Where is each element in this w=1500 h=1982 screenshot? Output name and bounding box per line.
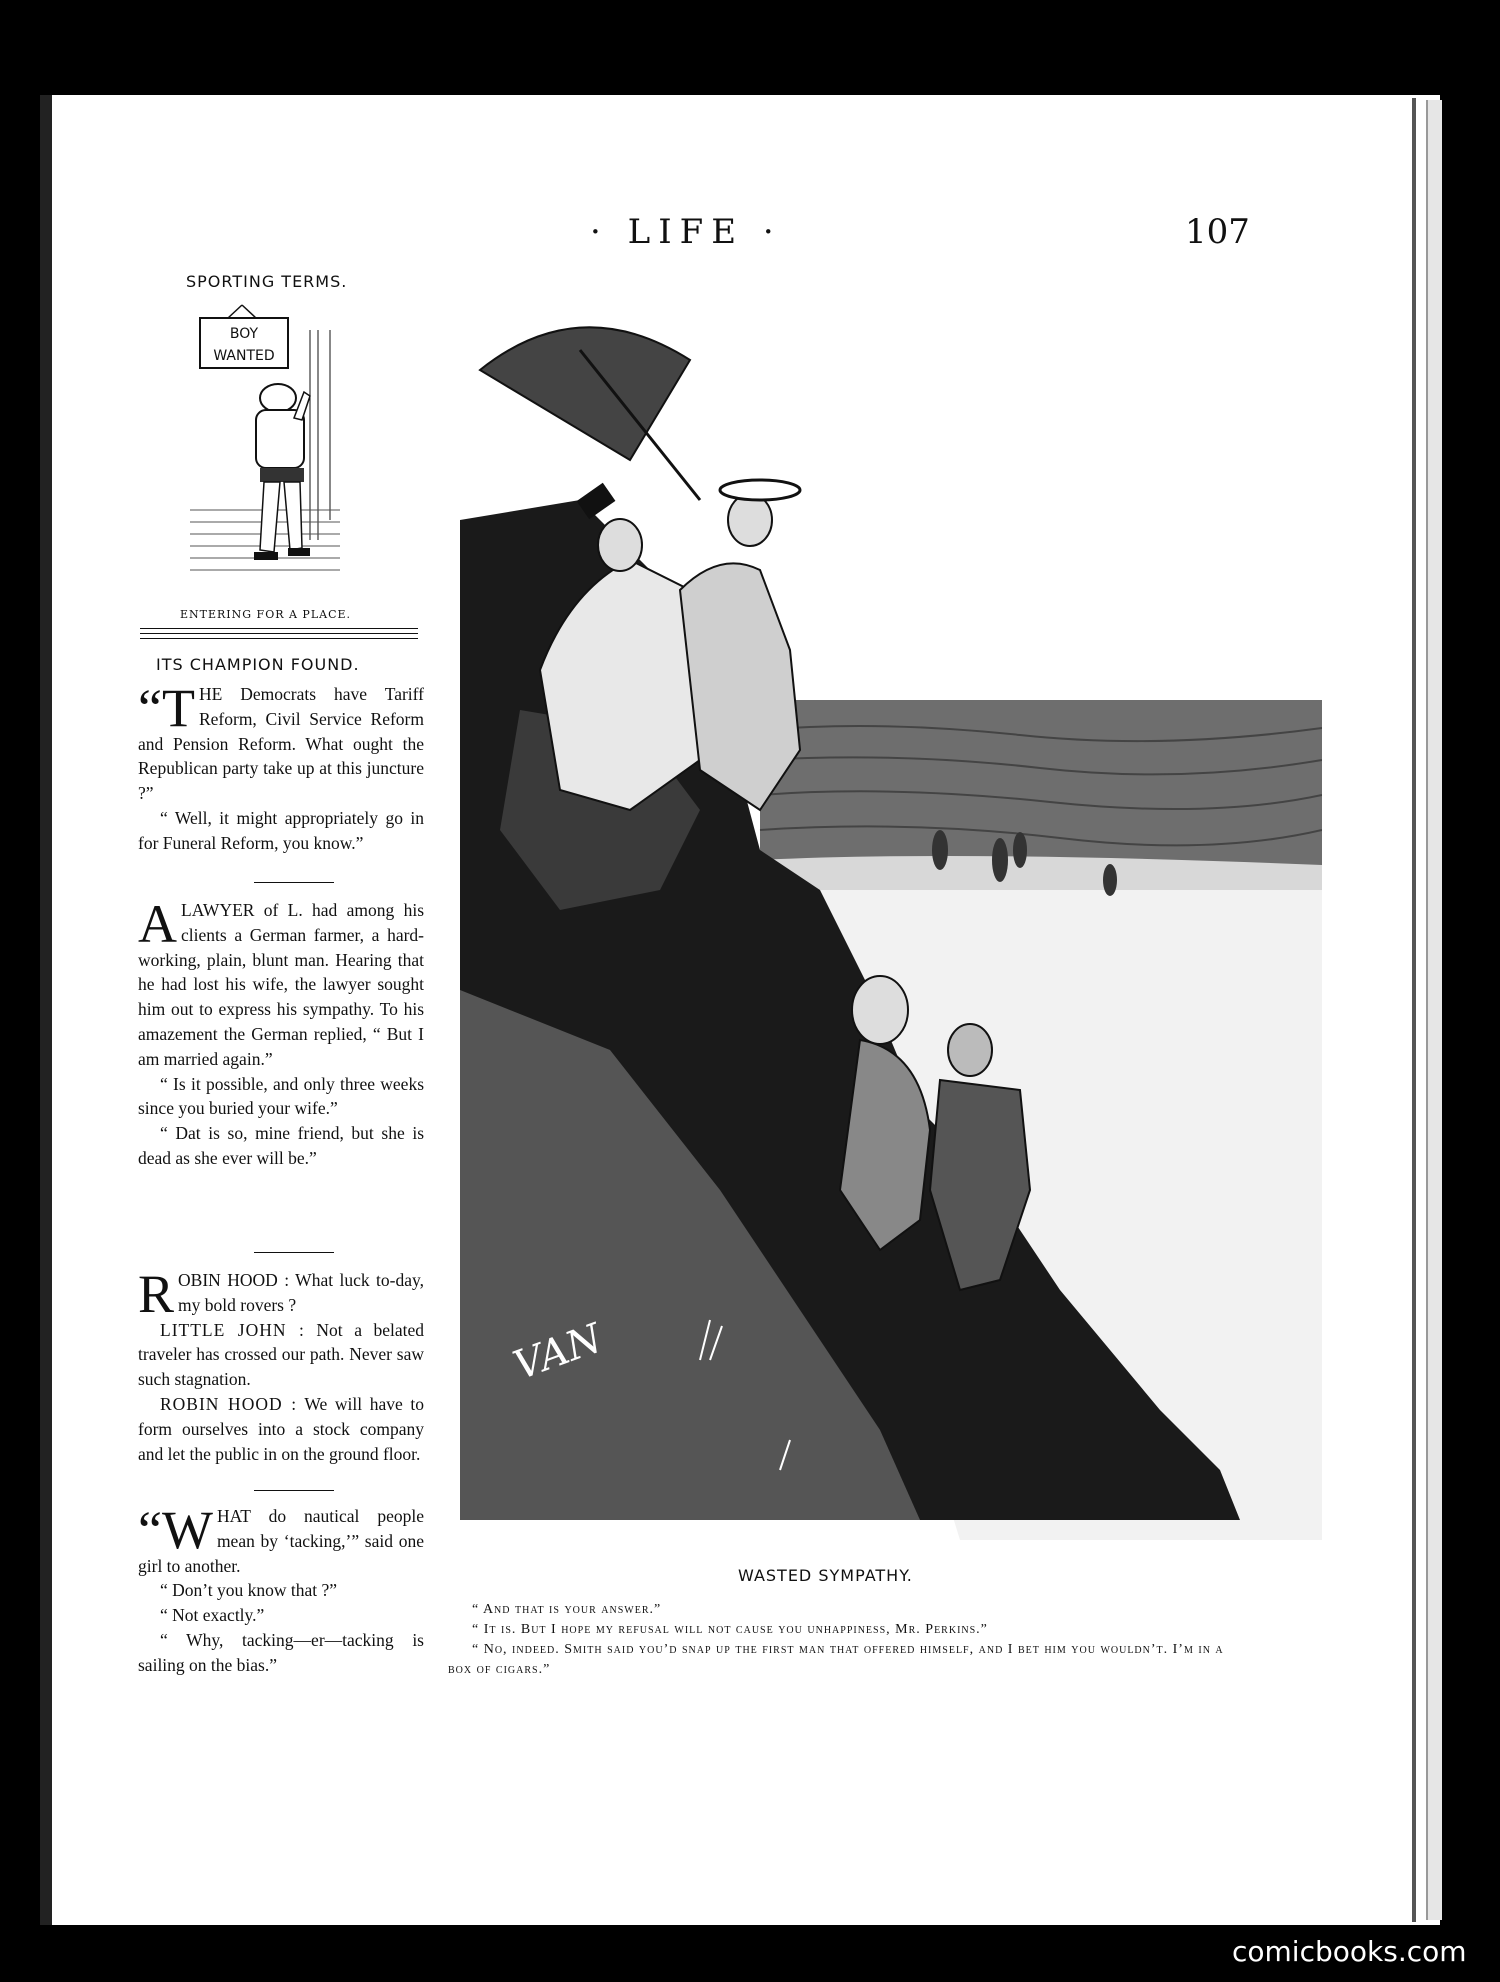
watermark: comicbooks.com bbox=[1232, 1935, 1467, 1968]
dropcap: R bbox=[138, 1264, 175, 1324]
dialogue-line-2: “ It is. But I hope my refusal will not cause you unhappiness, Mr. Perkins.” bbox=[472, 1622, 988, 1637]
boy-wanted-illustration bbox=[190, 300, 350, 600]
lawyer-paragraph-1: LAWYER of L. had among his clients a German farmer, a hard-working, plain, blunt man. Hearing that he had lost his wife, the lawyer sought him out to express his sympathy. To his amazement the German replied, “ But I am married again.” bbox=[138, 900, 424, 1069]
divider bbox=[140, 633, 418, 634]
divider bbox=[254, 882, 334, 883]
page-edge bbox=[1426, 100, 1442, 1920]
sporting-caption: ENTERING FOR A PLACE. bbox=[180, 608, 352, 621]
page-spine bbox=[40, 95, 52, 1925]
sign-text-wanted: WANTED bbox=[213, 348, 275, 364]
speaker-label: ROBIN HOOD : bbox=[160, 1393, 298, 1414]
sign-text-boy: BOY bbox=[229, 326, 259, 342]
page-edge-shadow bbox=[1412, 98, 1416, 1922]
dialogue-line-1: “ And that is your answer.” bbox=[472, 1602, 662, 1617]
dropcap: “T bbox=[138, 678, 195, 738]
dialogue-line-3: “ No, indeed. Smith said you’d snap up the first man that offered himself, and I bet him you wouldn’t. I’m in a box of cigars.” bbox=[448, 1642, 1224, 1677]
dropcap: “W bbox=[138, 1500, 213, 1560]
speaker-label: LITTLE JOHN : bbox=[160, 1319, 305, 1340]
sporting-terms-heading: SPORTING TERMS. bbox=[186, 272, 348, 291]
nautical-paragraph-2: “ Don’t you know that ?” bbox=[160, 1580, 338, 1601]
dropcap: A bbox=[138, 894, 177, 954]
divider bbox=[140, 638, 418, 639]
divider bbox=[254, 1490, 334, 1491]
nautical-paragraph-1: HAT do nautical people mean by ‘tacking,’” said one girl to another. bbox=[138, 1506, 424, 1576]
divider bbox=[140, 628, 418, 629]
divider bbox=[254, 1252, 334, 1253]
robin-paragraph-3: We will have to form ourselves into a stock company and let the public in on the ground floor. bbox=[138, 1393, 424, 1464]
robin-paragraph-2: Not a belated traveler has crossed our path. Never saw such stagnation. bbox=[138, 1319, 424, 1390]
nautical-paragraph-3: “ Not exactly.” bbox=[160, 1605, 265, 1626]
lawyer-story bbox=[138, 894, 424, 1171]
nautical-story bbox=[138, 1500, 424, 1678]
lawyer-paragraph-3: “ Dat is so, mine friend, but she is dead as she ever will be.” bbox=[138, 1123, 424, 1168]
robin-hood-story bbox=[138, 1264, 424, 1466]
champion-heading: ITS CHAMPION FOUND. bbox=[156, 655, 360, 674]
magazine-title: · LIFE · bbox=[590, 212, 782, 252]
nautical-paragraph-4: “ Why, tacking—er—tacking is sailing on the bias.” bbox=[138, 1629, 424, 1675]
cartoon-dialogue bbox=[448, 1600, 1248, 1680]
champion-story bbox=[138, 678, 424, 856]
champion-paragraph-2: “ Well, it might appropriately go in for Funeral Reform, you know.” bbox=[138, 807, 424, 853]
lawyer-paragraph-2: “ Is it possible, and only three weeks since you buried your wife.” bbox=[138, 1073, 424, 1119]
page-number: 107 bbox=[1185, 212, 1250, 252]
artist-signature: VAN bbox=[507, 1315, 609, 1390]
wasted-sympathy-illustration bbox=[460, 290, 1322, 1545]
cartoon-title: WASTED SYMPATHY. bbox=[738, 1566, 913, 1585]
champion-paragraph-1: HE Democrats have Tariff Reform, Civil Service Reform and Pension Reform. What ought the Republican party take up at this juncture ?” bbox=[138, 684, 424, 804]
robin-paragraph-1: OBIN HOOD : What luck to-day, my bold rovers ? bbox=[178, 1270, 424, 1315]
